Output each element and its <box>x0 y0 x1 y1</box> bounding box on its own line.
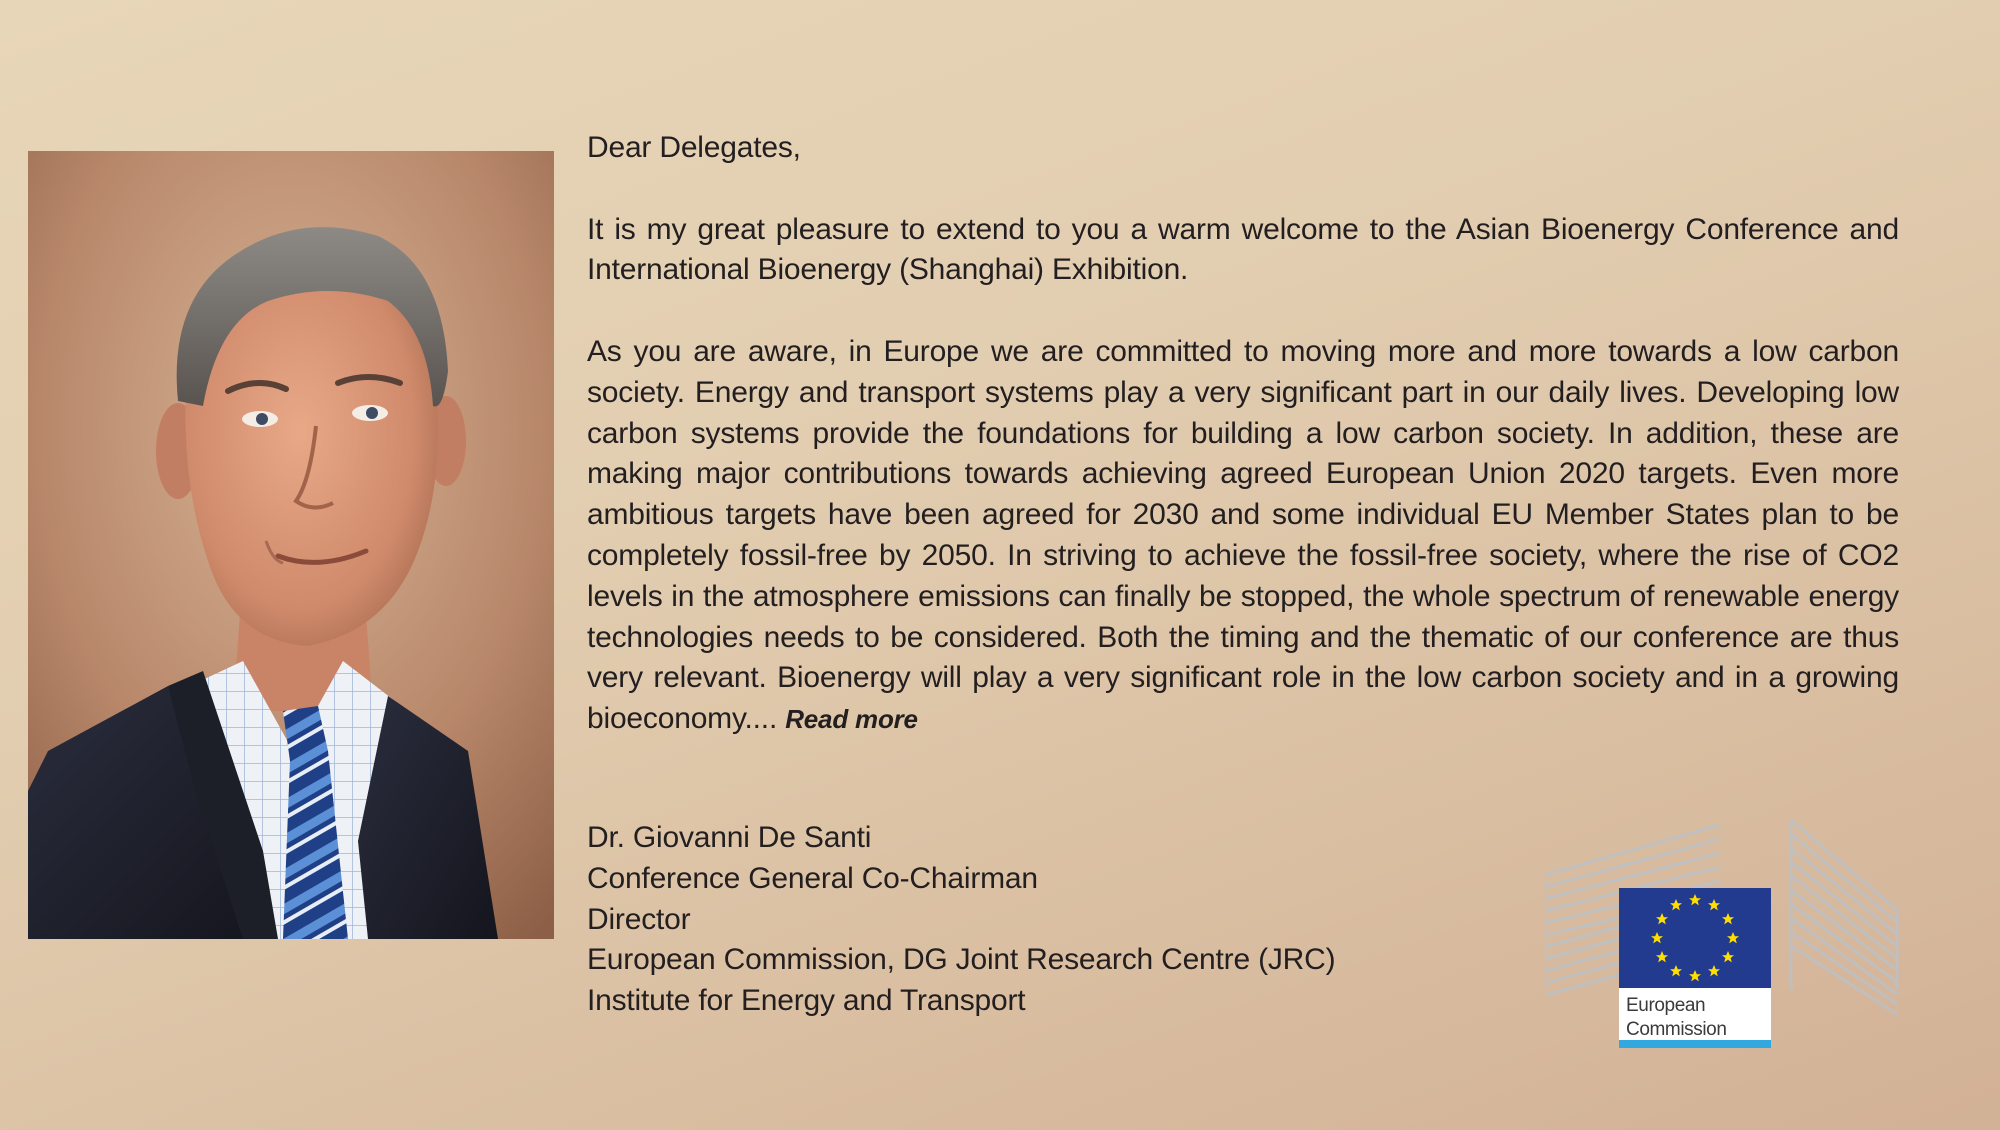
eu-stars-icon <box>1619 888 1771 988</box>
signatory-name: Dr. Giovanni De Santi <box>587 821 872 854</box>
european-commission-logo <box>1545 815 1900 1060</box>
paragraph-welcome: It is my great pleasure to extend to you a warm welcome to the Asian Bioenergy Conference and International Bioenergy (Shanghai) Exhibition. <box>587 212 1899 287</box>
ec-logo-label <box>1619 988 1771 1040</box>
signatory-role-cochair: Conference General Co-Chairman <box>587 861 1038 895</box>
paragraph-body <box>587 332 1899 740</box>
ec-logo-bar <box>1619 1040 1771 1048</box>
eu-flag <box>1619 888 1771 988</box>
paragraph-body-text: As you are aware, in Europe we are committed to moving more and more towards a low carbon society. Energy and transport systems play a very significant part in our daily lives. Developing low carbon systems provide the foundations for building a low carbon society. In addition, these are making major contributions towards achieving agreed European Union 2020 targets. Even more ambitious targets have been agreed for 2030 and some individual EU Member States plan to be completely fossil-free by 2050. In striving to achieve the fossil-free society, where the rise of CO2 levels in the atmosphere emissions can finally be stopped, the whole spectrum of renewable energy technologies needs to be considered. Both the timing and the thematic of our conference are thus very relevant. Bioenergy will play a very significant role in the low carbon society and in a growing bioeconomy.... <box>587 334 1899 736</box>
portrait-drawing <box>28 151 554 939</box>
signature-block <box>587 818 1335 1022</box>
ec-logo-line1: European <box>1626 995 1706 1016</box>
welcome-letter <box>587 128 1899 740</box>
read-more-link[interactable]: Read more <box>785 704 918 735</box>
greeting: Dear Delegates, <box>587 131 801 164</box>
signatory-organization: European Commission, DG Joint Research Centre (JRC) <box>587 943 1336 977</box>
signatory-institute: Institute for Energy and Transport <box>587 984 1026 1018</box>
portrait-photo <box>28 151 554 939</box>
signatory-role-director: Director <box>587 902 691 936</box>
ec-logo-line2: Commission <box>1626 1019 1727 1040</box>
